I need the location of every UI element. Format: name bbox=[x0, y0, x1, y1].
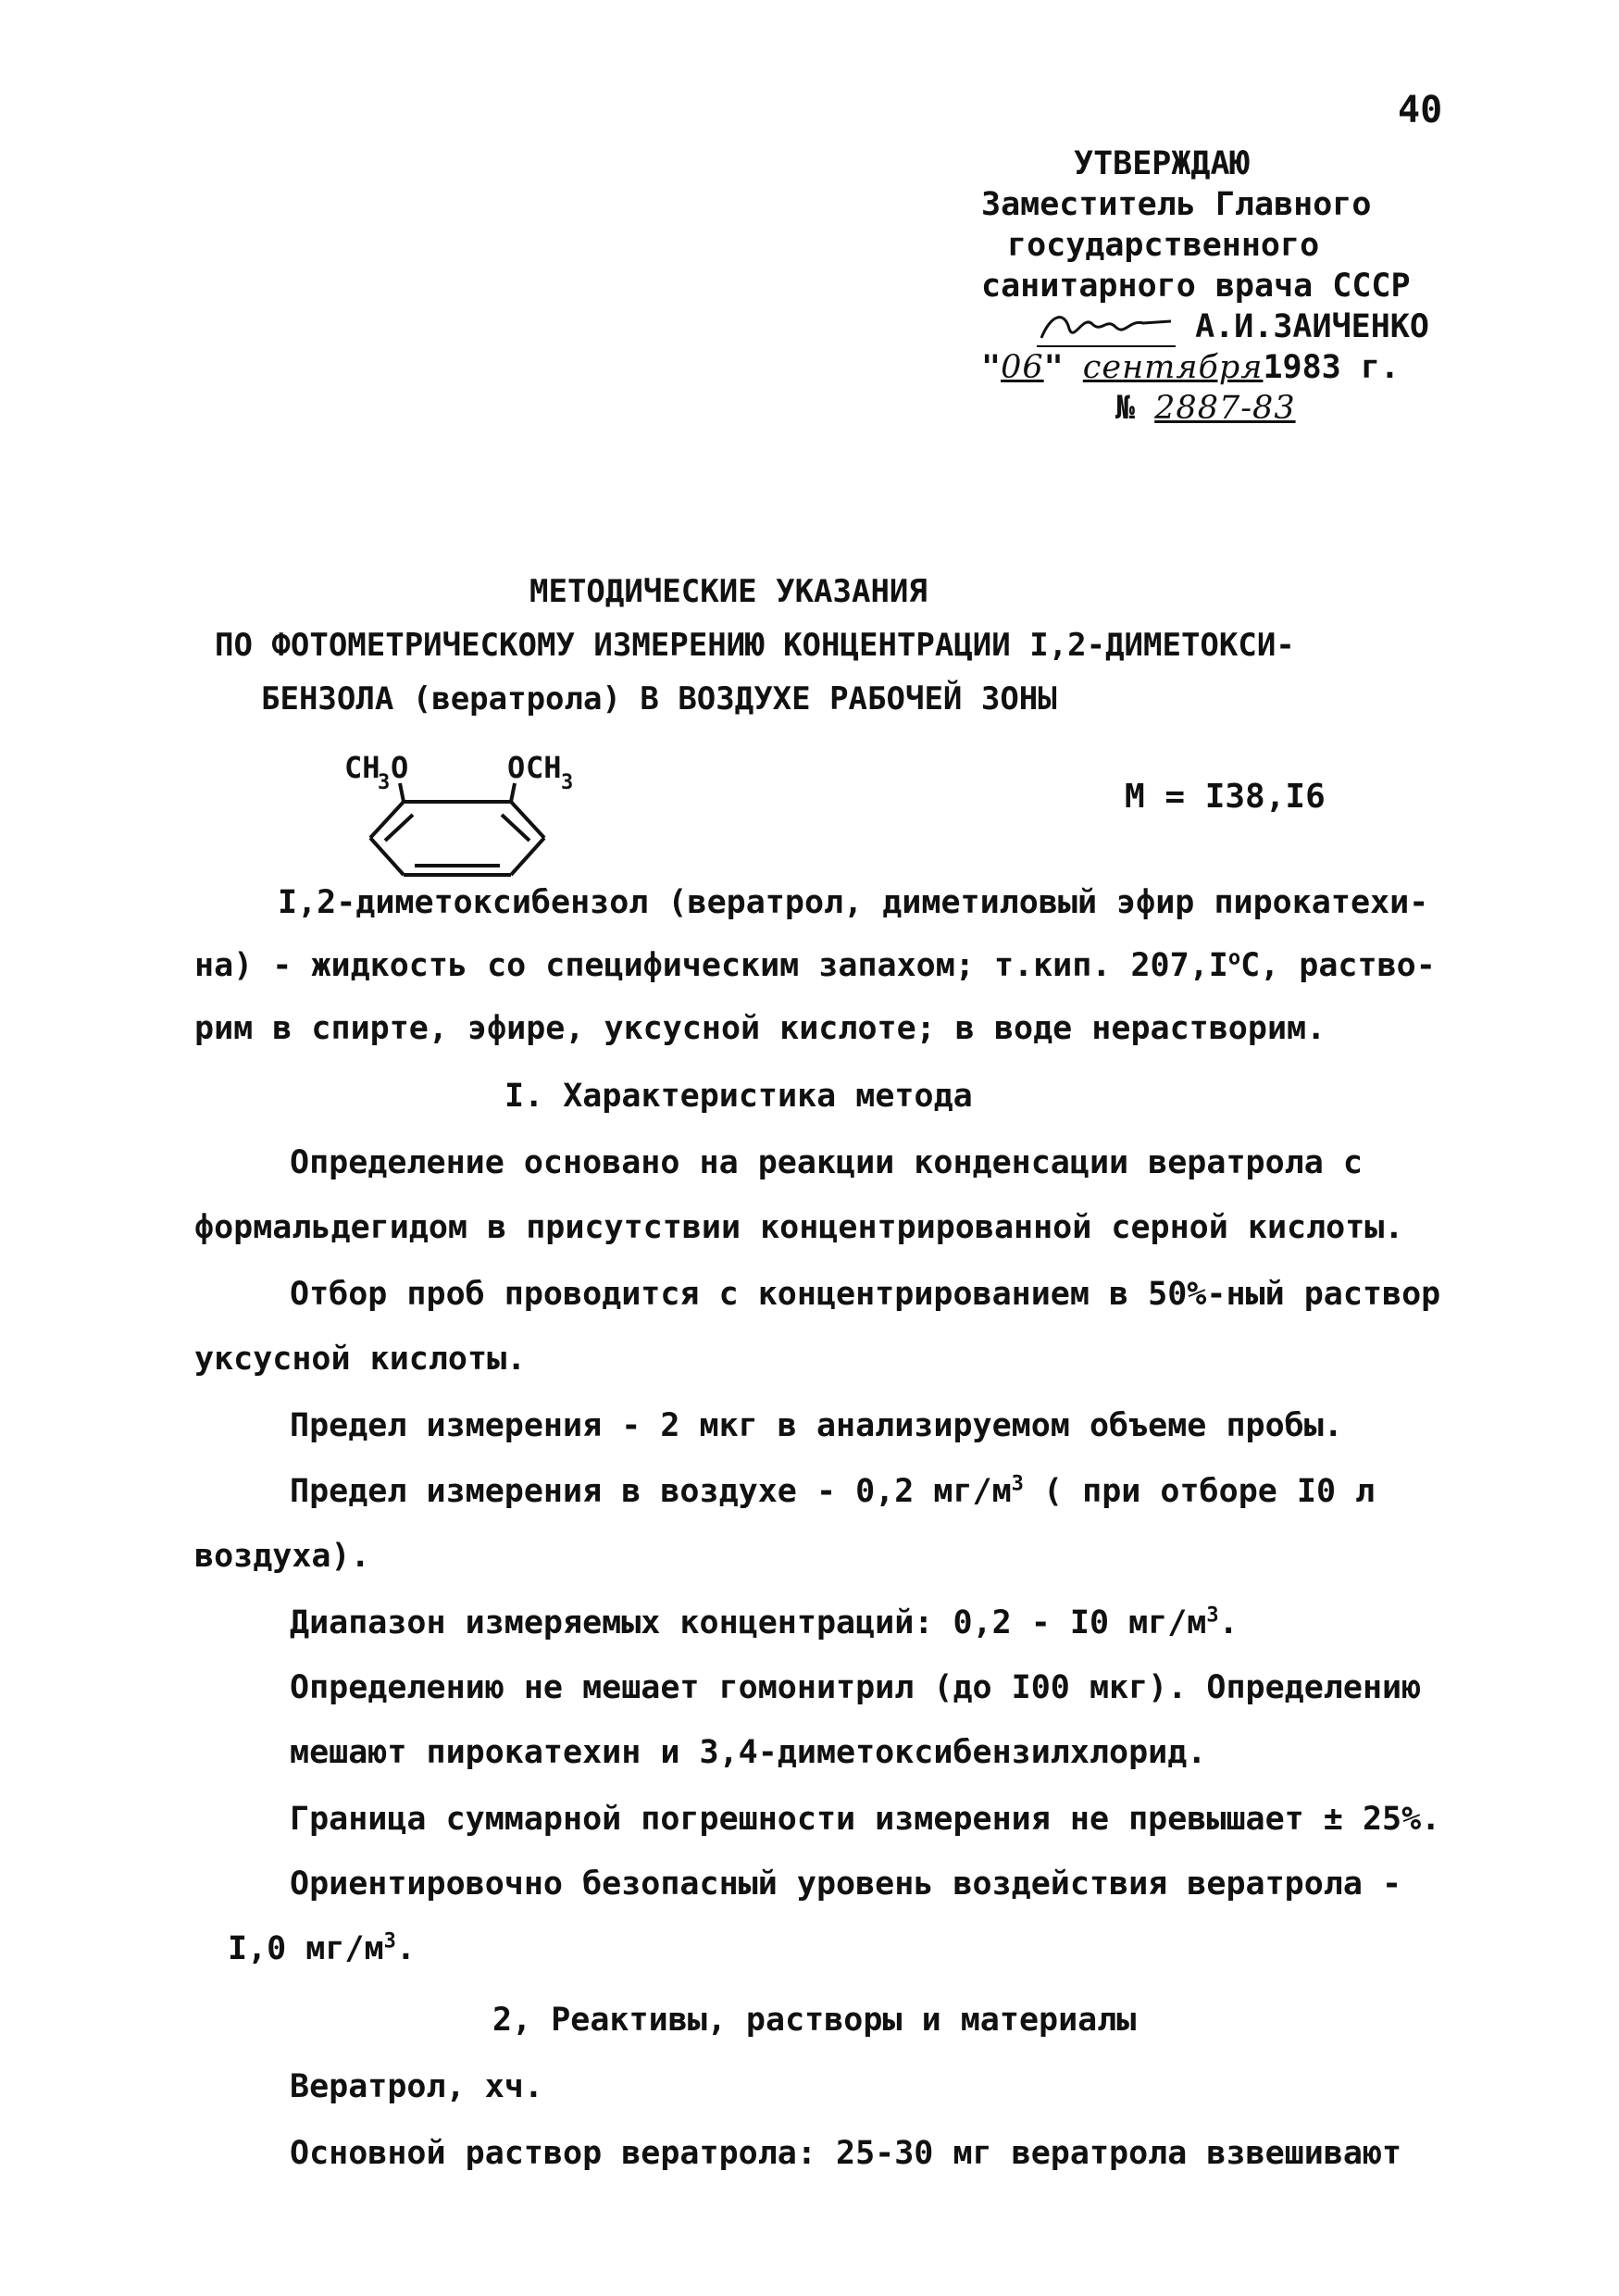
approval-block bbox=[981, 144, 1429, 429]
intro-line2-text: на) - жидкость со специфическим запахом; т.кип. 207,I bbox=[194, 947, 1228, 984]
approval-heading: УТВЕРЖДАЮ bbox=[1074, 145, 1250, 182]
air-limit-line1 bbox=[290, 1471, 1375, 1512]
title-line2: ПО ФОТОМЕТРИЧЕСКОМУ ИЗМЕРЕНИЮ КОНЦЕНТРАЦИИ I,2-ДИМЕТОКСИ- bbox=[215, 627, 1295, 664]
date-day: 06 bbox=[1001, 349, 1044, 386]
veratrole-structural-formula bbox=[342, 741, 583, 889]
molar-mass: М = I38,I6 bbox=[1125, 778, 1326, 816]
date-month: сентября bbox=[1082, 349, 1264, 386]
approval-position-line3: санитарного врача СССР bbox=[981, 268, 1411, 305]
method-line2: формальдегидом в присутствии концентрированной серной кислоты. bbox=[194, 1209, 1404, 1246]
safe-level-line1: Ориентировочно безопасный уровень воздействия вератрола - bbox=[290, 1866, 1402, 1903]
date-year: 1983 г. bbox=[1263, 349, 1400, 386]
safe-level-end: . bbox=[395, 1930, 416, 1967]
range-sup: 3 bbox=[1206, 1603, 1219, 1628]
interference-line1: Определению не мешает гомонитрил (до I00 мкг). Определению bbox=[290, 1669, 1422, 1706]
registration-number: 2887-83 bbox=[1154, 390, 1296, 427]
intro-line3: рим в спирте, эфире, уксусной кислоте; в воде нерастворим. bbox=[194, 1010, 1326, 1047]
formula-right-ch: CH bbox=[526, 750, 562, 785]
air-limit-line2: воздуха). bbox=[194, 1538, 370, 1575]
approver-name: А.И.ЗАИЧЕНКО bbox=[1195, 308, 1429, 345]
sampling-line1: Отбор проб проводится с концентрированием в 50%-ный раствор bbox=[290, 1276, 1441, 1313]
intro-line2 bbox=[194, 945, 1436, 986]
stock-solution-line: Основной раствор вератрола: 25-30 мг вератрола взвешивают bbox=[290, 2135, 1402, 2172]
title-line3: БЕНЗОЛА (вератрола) В ВОЗДУХЕ РАБОЧЕЙ ЗОНЫ bbox=[261, 680, 1057, 718]
reagent-veratrole: Вератрол, хч. bbox=[290, 2068, 543, 2105]
air-limit-text: Предел измерения в воздухе - 0,2 мг/м bbox=[290, 1473, 1012, 1510]
method-line1: Определение основано на реакции конденсации вератрола с bbox=[290, 1144, 1363, 1181]
document-title bbox=[215, 565, 1295, 726]
approval-position-line1: Заместитель Главного bbox=[981, 186, 1372, 223]
air-limit-sup: 3 bbox=[1011, 1472, 1024, 1496]
safe-level-sup: 3 bbox=[383, 1929, 396, 1953]
formula-left-sub: 3 bbox=[378, 771, 391, 794]
intro-line1: I,2-диметоксибензол (вератрол, диметиловый эфир пирокатехи- bbox=[278, 884, 1429, 921]
approval-date: "06" сентября1983 г. bbox=[981, 349, 1400, 386]
safe-level-text: I,0 мг/м bbox=[228, 1930, 384, 1967]
benzene-ring bbox=[370, 783, 544, 875]
section-heading-1: I. Характеристика метода bbox=[504, 1078, 973, 1115]
concentration-range bbox=[290, 1603, 1239, 1643]
detection-limit: Предел измерения - 2 мкг в анализируемом объеме пробы. bbox=[290, 1407, 1343, 1444]
page-number: 40 bbox=[1398, 89, 1443, 131]
section-heading-2: 2, Реактивы, растворы и материалы bbox=[492, 2002, 1137, 2039]
intro-degree-sup: о bbox=[1227, 946, 1241, 970]
signature bbox=[1037, 318, 1176, 347]
formula-right-sub: 3 bbox=[561, 771, 574, 794]
range-text: Диапазон измеряемых концентраций: 0,2 - I0 мг/м bbox=[290, 1604, 1207, 1641]
interference-line2: мешают пирокатехин и 3,4-диметоксибензилхлорид. bbox=[290, 1734, 1207, 1771]
air-limit-end: ( при отборе I0 л bbox=[1023, 1473, 1376, 1510]
safe-level-line2 bbox=[228, 1928, 416, 1969]
approval-position-line2: государственного bbox=[1007, 227, 1320, 264]
approval-signature-line bbox=[981, 306, 1429, 347]
error-bound: Граница суммарной погрешности измерения не превышает ± 25%. bbox=[290, 1801, 1441, 1838]
title-line1: МЕТОДИЧЕСКИЕ УКАЗАНИЯ bbox=[529, 573, 928, 610]
approval-number: № 2887-83 bbox=[1115, 390, 1296, 427]
formula-right-o: O bbox=[507, 750, 526, 785]
sampling-line2: уксусной кислоты. bbox=[194, 1341, 527, 1378]
formula-left-o: O bbox=[391, 750, 409, 785]
intro-line2-end: С, раство- bbox=[1240, 947, 1436, 984]
range-end: . bbox=[1218, 1604, 1239, 1641]
formula-left-ch: CH bbox=[344, 750, 380, 785]
